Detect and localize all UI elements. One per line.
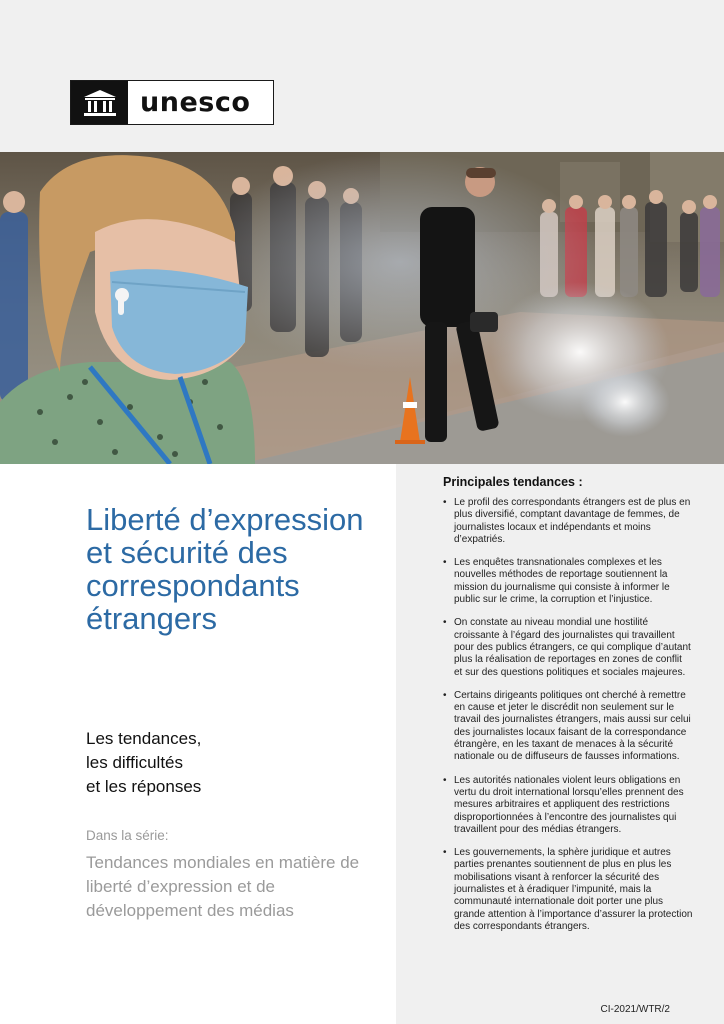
header-band (0, 0, 724, 152)
temple-icon (71, 81, 128, 124)
series-label: Dans la série: (86, 828, 169, 843)
trends-heading: Principales tendances : (443, 475, 583, 489)
trends-list (443, 497, 693, 944)
trend-item: • Certains dirigeants politiques ont cherché à remettre en cause et jeter le discrédit non seulement sur le travail des journalistes étrangers, mais aussi sur celui des journalistes locaux faisant de la correspondance étrangère, en les taxant de menaces à la sécurité nationale ou de diffuseurs de fausses informations. (443, 690, 693, 764)
subtitle-line: les difficultés (86, 753, 184, 772)
logo-wordmark: unesco (140, 87, 251, 118)
document-title: Liberté d’expression et sécurité des correspondants étrangers (86, 502, 364, 636)
subtitle-line: et les réponses (86, 777, 202, 796)
document-reference: CI-2021/WTR/2 (600, 1004, 670, 1015)
trend-item: • Le profil des correspondants étrangers est de plus en plus diversifié, comptant davantage de femmes, de journalistes locaux et indépendants et moins d’expatriés. (443, 497, 693, 546)
trend-item: • Les enquêtes transnationales complexes et les nouvelles méthodes de reportage soutiennent la mission du journalisme qui consiste à informer le public sur le crime, la corruption et l’injustice. (443, 557, 693, 606)
subtitle-line: Les tendances, (86, 729, 202, 748)
trend-item: • Les autorités nationales violent leurs obligations en vertu du droit international lorsqu’elles prennent des mesures arbitraires et appliquent des restrictions disproportionnées à l’encontre des journalistes qui travaillent pour des médias étrangers. (443, 775, 693, 836)
trend-item: • Les gouvernements, la sphère juridique et autres parties prenantes soutiennent de plus en plus les mobilisations visant à renforcer la sécurité des journalistes et à éradiquer l’impunité, mais la communauté internationale doit porter une plus grande attention à l’importance d’assurer la protection des correspondants étrangers. (443, 847, 693, 933)
unesco-logo (70, 80, 274, 125)
document-subtitle (86, 727, 366, 799)
journalists-protest-photo (0, 152, 724, 464)
trend-item: • On constate au niveau mondial une hostilité croissante à l’égard des journalistes qui travaillent pour des publics étrangers, ce qui complique d’autant plus la réalisation de reportages en zones de conflit et sur des questions politiques et sociales majeures. (443, 617, 693, 678)
series-name: Tendances mondiales en matière de liberté d’expression et de développement des médias (86, 853, 360, 920)
